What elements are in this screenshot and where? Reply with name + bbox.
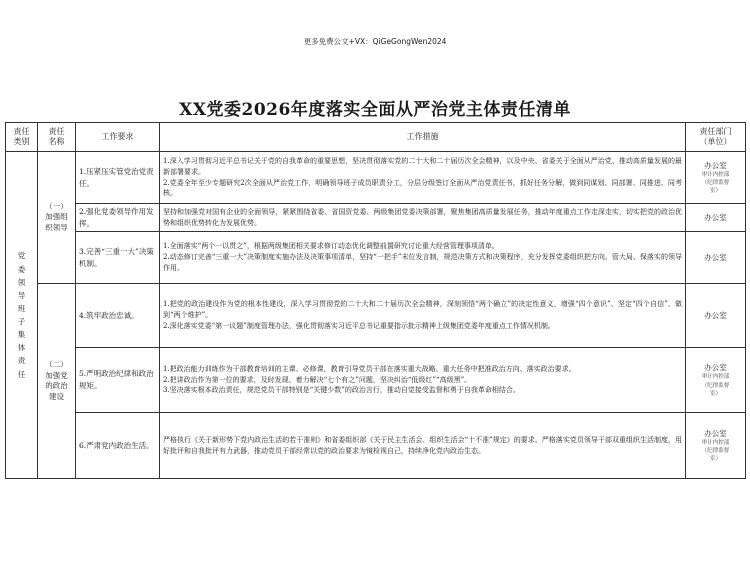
header-category: 责任 类别 [6,123,38,152]
responsibility-table [5,122,746,479]
category-cell [6,152,38,479]
measures-cell: 1.深入学习贯彻习近平总书记关于党的自我革命的重要思想，坚决贯彻落实党的二十大和二十届历次全会精神，以及中央、省委关于全面从严治党、推动高质量发展的最新部署要求。 2.党委全年至少专题研究2次全面从严治党工作，明确领导班子成员职责分工，分层分级签订全面从严治党责任书，抓好任务分解，做到同谋划、同部署、同推进、同考核。 [160,152,686,204]
table-row [6,204,746,232]
requirement-cell: 6.严肃党内政治生活。 [76,413,160,479]
table-row [6,284,746,348]
table-row [6,232,746,284]
department-cell: 办公室 [686,284,746,348]
header-measures: 工作措施 [160,123,686,152]
department-cell: 办公室 [686,204,746,232]
table-row [6,152,746,204]
requirement-cell: 1.压紧压实管党治党责任。 [76,152,160,204]
page-title: XX党委2026年度落实全面从严治党主体责任清单 [179,100,571,120]
department-cell: 办公室 [686,232,746,284]
table-row [6,348,746,413]
requirement-cell: 2.强化党委领导作用发挥。 [76,204,160,232]
header-department: 责任部门 （单位） [686,123,746,152]
measures-cell: 严格执行《关于新形势下党内政治生活的若干准则》和省委组织部《关于民主生活会、组织生活会“十不准”规定》的要求。严格落实党员领导干部双重组织生活制度，用好批评和自我批评有力武器，推动党员干部经常以党的政治要求为镜检视自己，持续净化党内政治生态。 [160,413,686,479]
table-row [6,413,746,479]
department-cell: 办公室 审计内控部 （纪律监督 室） [686,152,746,204]
requirement-cell: 4.筑牢政治忠诚。 [76,284,160,348]
measures-cell: 1.全面落实“两个一以贯之”，根据两级集团相关要求修订动态优化调整前置研究讨论重大经营管理事项清单。 2.动态修订完善“三重一大”决策制度实施办法及决策事项清单，坚持“一把手”末位发言制，规范决策方式和决策程序，充分发挥党委组织把方向、管大局、保落实的领导作用。 [160,232,686,284]
top-note: 更多免费公文+VX：QiGeGongWen2024 [303,37,447,46]
department-cell: 办公室 审计内控部 （纪律监督 室） [686,348,746,413]
requirement-cell: 3.完善“三重一大”决策机制。 [76,232,160,284]
table-header-row [6,123,746,152]
group-name-cell: （一） 加强组 织领导 [38,152,76,284]
group-name-cell: （二） 加强党 的政治 建设 [38,284,76,479]
category-label: 党 委 领 导 班 子 集 体 责 任 [17,251,26,379]
header-name: 责任 名称 [38,123,76,152]
measures-cell: 1.把党的政治建设作为党的根本性建设，深入学习贯彻党的二十大和二十届历次全会精神，深刻领悟“两个确立”的决定性意义，增强“四个意识”、坚定“四个自信”、做到“两个维护”。 2.深化落实党委“第一议题”制度管理办法，强化贯彻落实习近平总书记重要指示批示精神上级集团党委年度重点工作情况机制。 [160,284,686,348]
header-requirement: 工作要求 [76,123,160,152]
measures-cell: 坚持和加强党对国有企业的全面领导，紧紧围绕省委、省国资党委、两级集团党委决策部署，聚焦集团高质量发展任务，推动年度重点工作走深走实，切实把党的政治优势和组织优势转化为发展优势。 [160,204,686,232]
department-cell: 办公室 审计内控部 （纪律监督 室） [686,413,746,479]
requirement-cell: 5.严明政治纪律和政治规矩。 [76,348,160,413]
measures-cell: 1.把政治能力训练作为干部教育培训的主课、必修课，教育引导党员干部在落实重大战略、重大任务中把准政治方向、落实政治要求。 2.把讲政治作为第一位的要求，及时发现、着力解决“七个有之”问题，坚决纠治“低级红”“高级黑”。 3.坚决落实根本政治责任，规范党员干部特别是“关键少数”的政治言行，推动自觉接受监督和勇于自我革命相结合。 [160,348,686,413]
